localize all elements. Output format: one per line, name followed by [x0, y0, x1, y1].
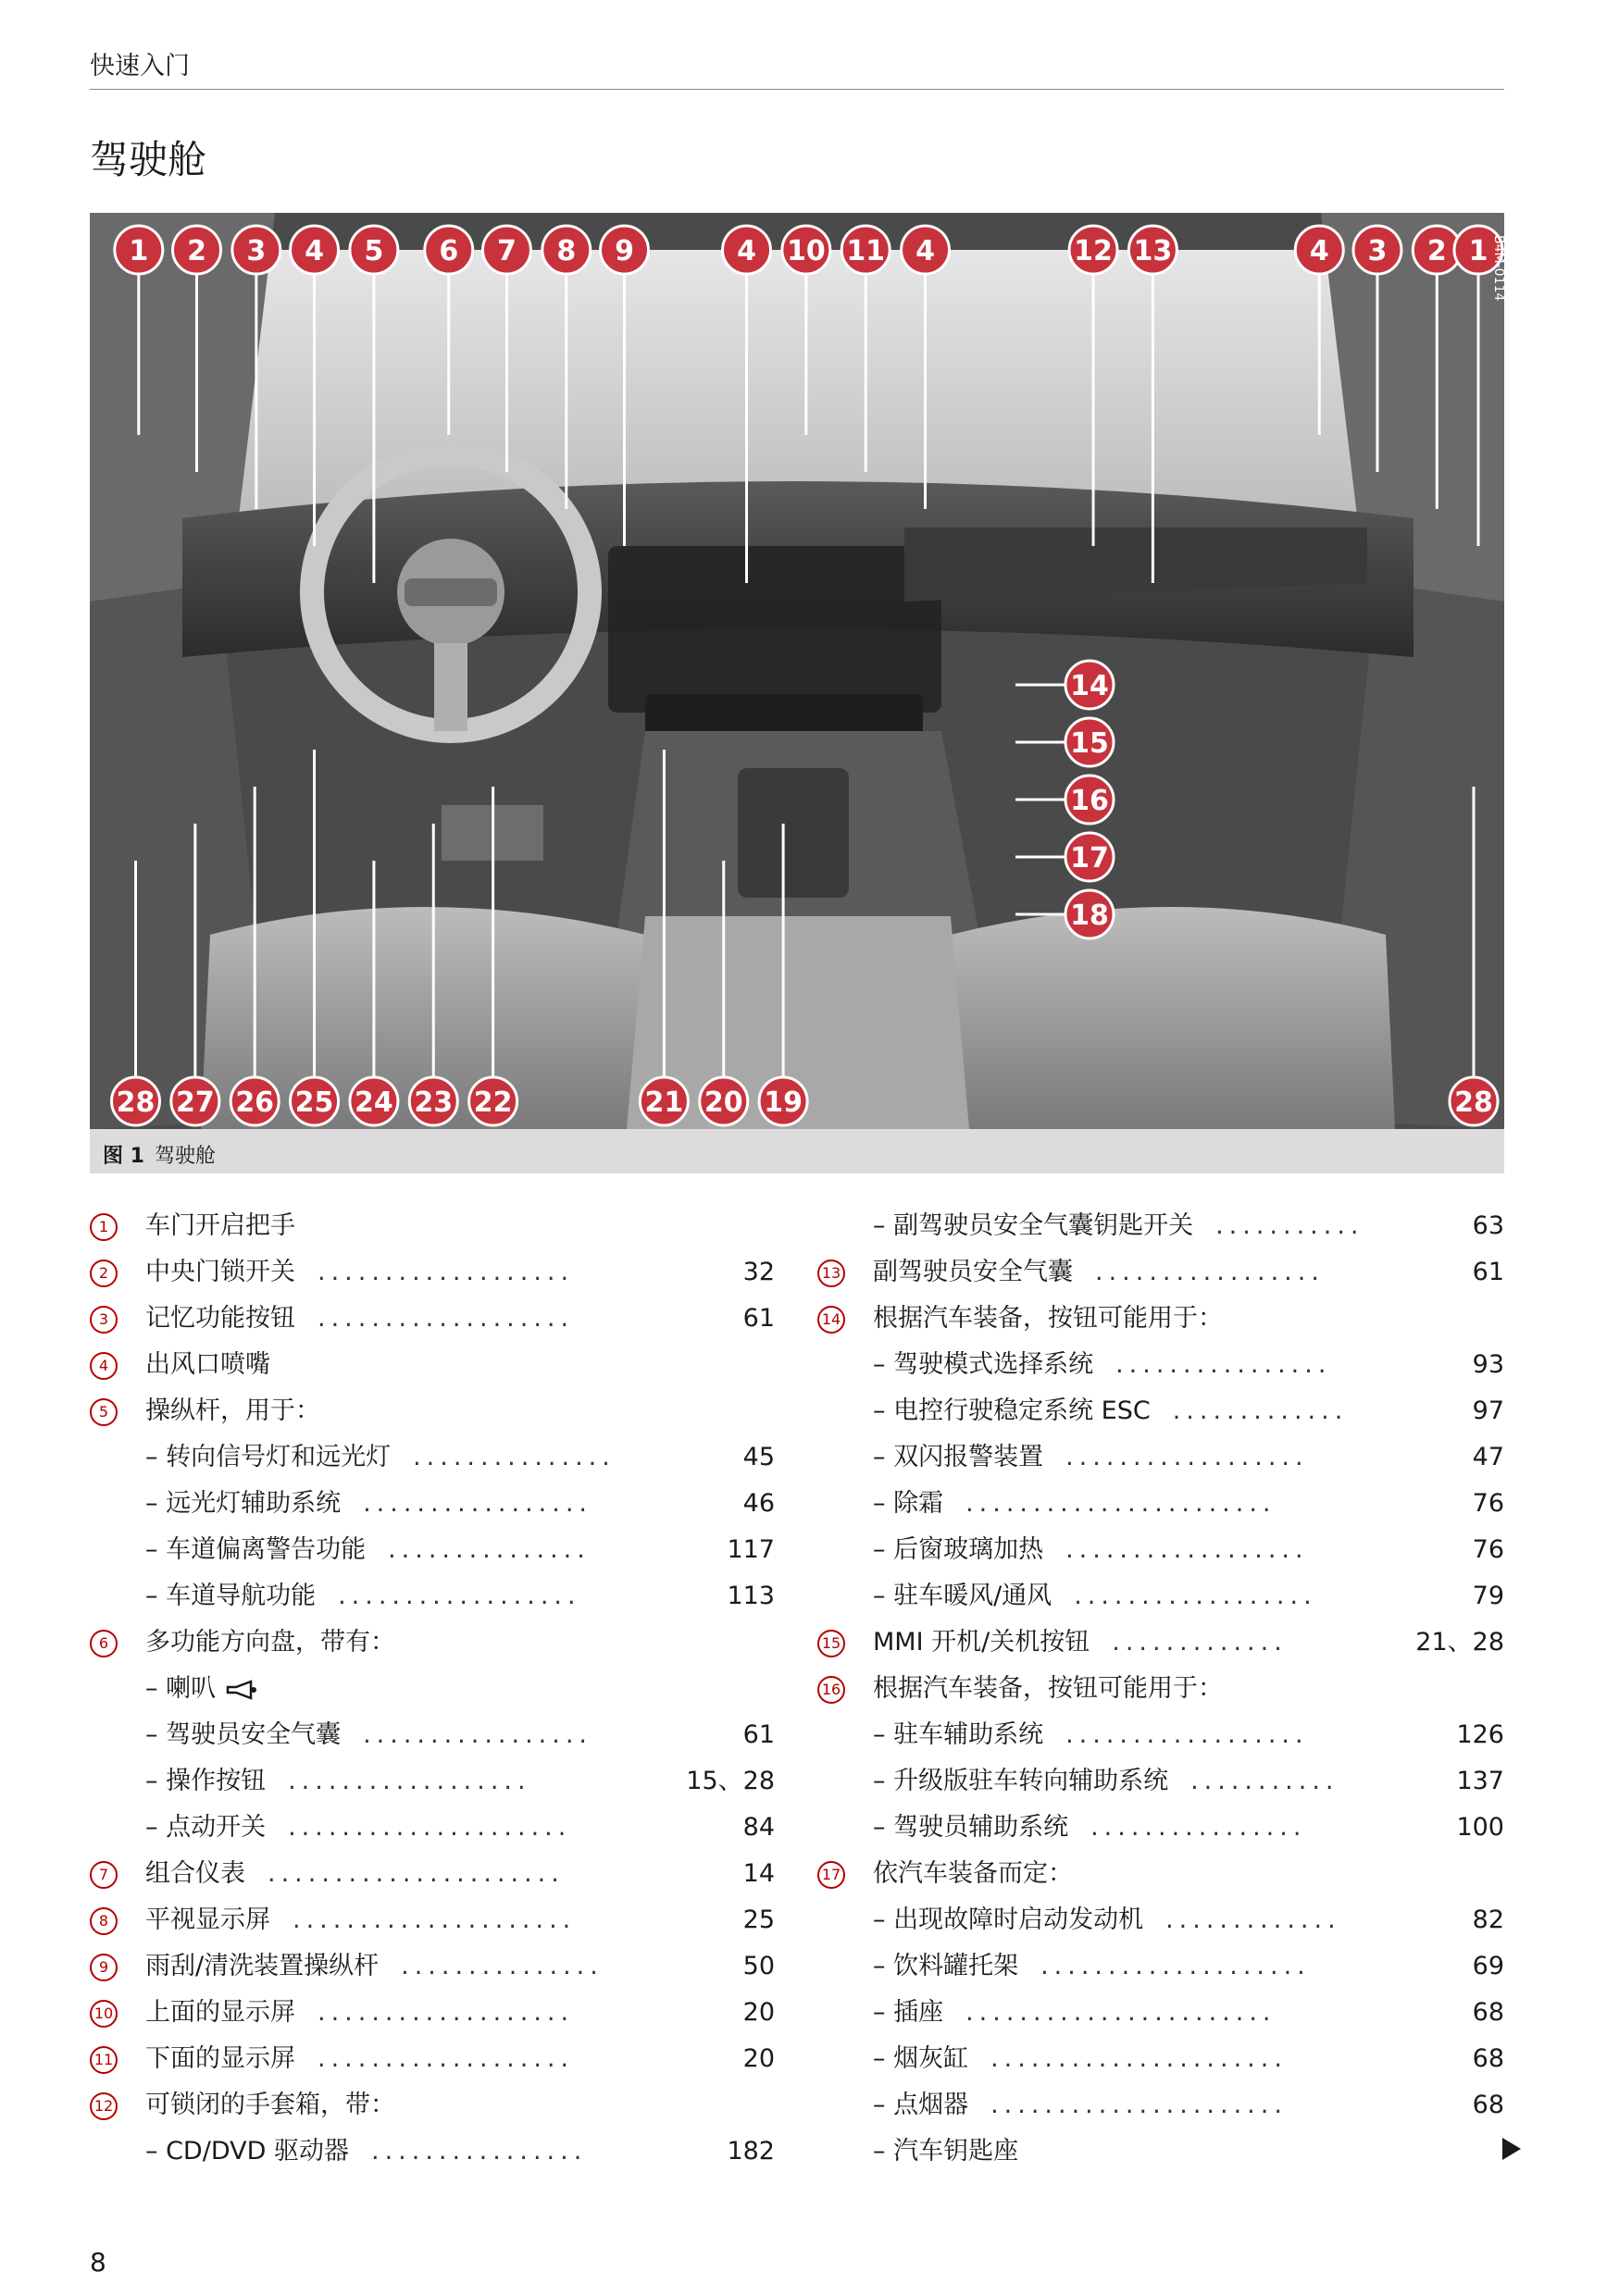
- callout-label: 27: [175, 1086, 215, 1119]
- page-reference: 93: [1472, 1350, 1504, 1379]
- bottom-callout-badge: [1450, 1077, 1498, 1125]
- legend-label: – 饮料罐托架: [873, 1952, 1019, 1980]
- legend-label: – CD/DVD 驱动器: [145, 2137, 349, 2166]
- legend-entry: [90, 1434, 775, 1481]
- legend-entry: [90, 1249, 775, 1296]
- legend-entry: [90, 1851, 775, 1897]
- page-reference: 50: [742, 1952, 775, 1980]
- page-reference: 68: [1472, 2091, 1504, 2119]
- legend-entry: [90, 1481, 775, 1527]
- leader-dots: ....................: [1040, 1952, 1311, 1980]
- callout-number-badge: 15: [817, 1630, 845, 1657]
- callout-label: 6: [439, 235, 459, 267]
- page-reference: 76: [1472, 1489, 1504, 1518]
- legend-entry: [90, 1296, 775, 1342]
- legend-entry: [817, 1805, 1504, 1851]
- leader-dots: ................: [1090, 1813, 1307, 1842]
- legend-entry: [817, 1990, 1504, 2036]
- callout-number-badge: 10: [90, 2000, 118, 2028]
- page-reference: 68: [1472, 2044, 1504, 2073]
- next-page-arrow-icon: [1502, 2138, 1521, 2160]
- callout-label: 21: [644, 1086, 684, 1119]
- top-callout-badge: [542, 226, 591, 274]
- legend-left-column: [90, 1203, 775, 2175]
- callout-number-badge: 6: [90, 1630, 118, 1657]
- legend-entry: [817, 1481, 1504, 1527]
- legend-label: MMI 开机/关机按钮: [873, 1628, 1090, 1657]
- page-reference: 100: [1456, 1813, 1504, 1842]
- leader-dots: .................: [1095, 1258, 1325, 1286]
- page-reference: 47: [1472, 1443, 1504, 1471]
- right-callout-badge: [1065, 661, 1114, 709]
- page-reference: 117: [727, 1535, 775, 1564]
- leader-dots: ................: [370, 2137, 588, 2166]
- page-reference: 61: [742, 1720, 775, 1749]
- page-reference: 69: [1472, 1952, 1504, 1980]
- right-callout-badge: [1065, 776, 1114, 824]
- legend-entry: [817, 2036, 1504, 2082]
- legend-entry: [817, 1573, 1504, 1620]
- leader-dots: ...............: [413, 1443, 616, 1471]
- figure-caption: [90, 1129, 1504, 1173]
- legend-entry: [817, 1434, 1504, 1481]
- callout-number-badge: 16: [817, 1676, 845, 1704]
- callout-label: 26: [235, 1086, 275, 1119]
- page-reference: 63: [1472, 1211, 1504, 1240]
- legend-label: – 驻车辅助系统: [873, 1720, 1044, 1749]
- top-callout-badge: [173, 226, 221, 274]
- leader-dots: ...........: [1215, 1211, 1364, 1240]
- bottom-callout-badge: [112, 1077, 160, 1125]
- legend-label: – 电控行驶稳定系统 ESC: [873, 1396, 1151, 1425]
- legend-label: 出风口喷嘴: [145, 1350, 270, 1379]
- legend-label: – 驾驶模式选择系统: [873, 1350, 1094, 1379]
- page-reference: 45: [742, 1443, 775, 1471]
- callout-label: 19: [764, 1086, 803, 1119]
- leader-dots: ..................: [338, 1582, 581, 1610]
- leader-dots: .....................: [288, 1813, 572, 1842]
- bottom-callout-badge: [409, 1077, 457, 1125]
- callout-number-badge: 1: [90, 1213, 118, 1241]
- callout-label: 15: [1070, 727, 1109, 760]
- top-callout-badge: [723, 226, 771, 274]
- callout-label: 11: [846, 235, 886, 267]
- page-reference: 20: [742, 2044, 775, 2073]
- callout-label: 24: [355, 1086, 393, 1119]
- legend-label: – 车道偏离警告功能: [145, 1535, 367, 1564]
- legend-label: – 点动开关: [145, 1813, 267, 1842]
- legend-label: – 升级版驻车转向辅助系统: [873, 1767, 1169, 1795]
- cockpit-illustration: [90, 213, 1504, 1129]
- legend-entry: [817, 1296, 1504, 1342]
- page-reference: 182: [727, 2137, 775, 2166]
- callout-number-badge: 11: [90, 2046, 118, 2074]
- leader-dots: ......................: [990, 2091, 1288, 2119]
- leader-dots: ..................: [288, 1767, 531, 1795]
- legend-label: – 驻车暖风/通风: [873, 1582, 1052, 1610]
- leader-dots: .............: [1112, 1628, 1288, 1657]
- leader-dots: .................: [363, 1489, 592, 1518]
- callout-label: 1: [129, 235, 149, 267]
- legend-entry: [90, 1805, 775, 1851]
- top-callout-badge: [115, 226, 163, 274]
- page-reference: 137: [1456, 1767, 1504, 1795]
- legend-entry: [90, 1342, 775, 1388]
- page-reference: 126: [1456, 1720, 1504, 1749]
- page-reference: 14: [742, 1859, 775, 1888]
- leader-dots: ...............: [401, 1952, 604, 1980]
- callout-label: 2: [187, 235, 206, 267]
- callout-label: 14: [1070, 670, 1109, 702]
- callout-label: 17: [1070, 842, 1109, 875]
- legend-label: 副驾驶员安全气囊: [873, 1258, 1073, 1286]
- legend-label: – 汽车钥匙座: [873, 2137, 1019, 2166]
- bottom-callout-badge: [759, 1077, 807, 1125]
- legend-entry: [817, 1342, 1504, 1388]
- figure-label: 图 1: [103, 1145, 144, 1168]
- callout-label: 4: [915, 235, 935, 267]
- legend-entry: [817, 1388, 1504, 1434]
- legend-label: – 驾驶员辅助系统: [873, 1813, 1069, 1842]
- legend-label: 下面的显示屏: [145, 2044, 295, 2073]
- leader-dots: ..................: [1065, 1443, 1309, 1471]
- bottom-callout-badge: [291, 1077, 339, 1125]
- legend-label: – 车道导航功能: [145, 1582, 317, 1610]
- callout-label: 4: [1309, 235, 1329, 267]
- callout-label: 1: [1468, 235, 1488, 267]
- callout-label: 2: [1426, 235, 1447, 267]
- leader-dots: ......................: [268, 1859, 565, 1888]
- legend-label: 可锁闭的手套箱，带：: [145, 2091, 395, 2119]
- legend-entry: [90, 1388, 775, 1434]
- legend-entry: [817, 1203, 1504, 1249]
- page-reference: 68: [1472, 1998, 1504, 2027]
- legend-entry: [90, 1573, 775, 1620]
- callout-label: 22: [473, 1086, 513, 1119]
- legend-label: – 后窗玻璃加热: [873, 1535, 1044, 1564]
- legend-entry: [817, 1943, 1504, 1990]
- callout-label: 12: [1074, 235, 1113, 267]
- bottom-callout-badge: [171, 1077, 219, 1125]
- callout-label: 4: [737, 235, 756, 267]
- callout-label: 5: [364, 235, 384, 267]
- leader-dots: ...........: [1190, 1767, 1339, 1795]
- page-reference: 61: [742, 1304, 775, 1333]
- callout-number-badge: 13: [817, 1260, 845, 1287]
- legend-label: 上面的显示屏: [145, 1998, 295, 2027]
- legend-entry: [817, 1620, 1504, 1666]
- callout-label: 16: [1070, 785, 1109, 817]
- top-callout-badge: [841, 226, 890, 274]
- leader-dots: .......................: [965, 1998, 1277, 2027]
- leader-dots: ................: [1115, 1350, 1332, 1379]
- top-callout-badge: [291, 226, 339, 274]
- legend-entry: [90, 1943, 775, 1990]
- leader-dots: ...................: [318, 1998, 575, 2027]
- callout-label: 7: [497, 235, 517, 267]
- top-callout-badge: [425, 226, 473, 274]
- legend-label: – 插座: [873, 1998, 944, 2027]
- legend-label: – 双闪报警装置: [873, 1443, 1044, 1471]
- page-reference: 61: [1472, 1258, 1504, 1286]
- leader-dots: .......................: [965, 1489, 1277, 1518]
- callout-label: 4: [305, 235, 324, 267]
- callout-label: 3: [1367, 235, 1388, 267]
- top-callout-badge: [601, 226, 649, 274]
- legend-label: – 除霜: [873, 1489, 944, 1518]
- callout-label: 9: [615, 235, 634, 267]
- legend-entry: [817, 2128, 1504, 2175]
- page-reference: 15、28: [686, 1767, 775, 1795]
- page-reference: 97: [1472, 1396, 1504, 1425]
- callout-number-badge: 4: [90, 1352, 118, 1380]
- bottom-callout-badge: [700, 1077, 748, 1125]
- leader-dots: ...................: [318, 1258, 575, 1286]
- legend-label: 平视显示屏: [145, 1905, 270, 1934]
- page-number: 8: [90, 2247, 106, 2277]
- bottom-callout-badge: [350, 1077, 398, 1125]
- page-reference: 46: [742, 1489, 775, 1518]
- legend-entry: [90, 1897, 775, 1943]
- legend-label: – 操作按钮: [145, 1767, 267, 1795]
- section-title: 快速入门: [90, 52, 190, 81]
- legend-entry: [90, 2128, 775, 2175]
- figure-id: B4M-0114: [1491, 235, 1506, 302]
- leader-dots: .............: [1165, 1905, 1341, 1934]
- leader-dots: .................: [363, 1720, 592, 1749]
- legend-label: – 出现故障时启动发动机: [873, 1905, 1144, 1934]
- callout-label: 18: [1070, 900, 1109, 932]
- legend-label: 雨刮/清洗装置操纵杆: [145, 1952, 380, 1980]
- leader-dots: ..................: [1074, 1582, 1317, 1610]
- callout-label: 23: [414, 1086, 454, 1119]
- legend-label: – 远光灯辅助系统: [145, 1489, 342, 1518]
- page-reference: 84: [742, 1813, 775, 1842]
- legend-entry: [90, 1990, 775, 2036]
- bottom-callout-badge: [230, 1077, 279, 1125]
- bottom-callout-badge: [640, 1077, 688, 1125]
- right-callout-badge: [1065, 890, 1114, 938]
- legend-entry: [90, 1712, 775, 1758]
- legend-label: – 副驾驶员安全气囊钥匙开关: [873, 1211, 1194, 1240]
- legend-label: – 烟灰缸: [873, 2044, 969, 2073]
- page-reference: 25: [742, 1905, 775, 1934]
- legend-label: 操纵杆，用于：: [145, 1396, 320, 1425]
- legend-entry: [817, 1527, 1504, 1573]
- top-callout-badge: [902, 226, 950, 274]
- page-reference: 82: [1472, 1905, 1504, 1934]
- callout-number-badge: 9: [90, 1954, 118, 1981]
- callout-label: 28: [116, 1086, 156, 1119]
- callout-label: 3: [246, 235, 267, 267]
- callout-label: 28: [1454, 1086, 1493, 1119]
- running-header: [90, 44, 1504, 90]
- leader-dots: ...................: [318, 1304, 575, 1333]
- legend-entry: [90, 1666, 775, 1712]
- legend-label: – 驾驶员安全气囊: [145, 1720, 342, 1749]
- legend-label: 多功能方向盘，带有：: [145, 1628, 395, 1657]
- page-reference: 113: [727, 1582, 775, 1610]
- legend-entry: [90, 1203, 775, 1249]
- legend-entry: [817, 1249, 1504, 1296]
- page-reference: 20: [742, 1998, 775, 2027]
- right-callout-badge: [1065, 718, 1114, 766]
- top-callout-badge: [1295, 226, 1343, 274]
- leader-dots: ...............: [388, 1535, 591, 1564]
- legend-label: 组合仪表: [145, 1859, 245, 1888]
- callout-label: 13: [1133, 235, 1173, 267]
- leader-dots: .....................: [293, 1905, 577, 1934]
- page-reference: 21、28: [1415, 1628, 1504, 1657]
- callout-number-badge: 8: [90, 1907, 118, 1935]
- callout-number-badge: 7: [90, 1861, 118, 1889]
- legend-entry: [817, 1712, 1504, 1758]
- legend-label: 车门开启把手: [145, 1211, 295, 1240]
- legend-label: 依汽车装备而定：: [873, 1859, 1073, 1888]
- legend-entry: [817, 1897, 1504, 1943]
- top-callout-badge: [782, 226, 830, 274]
- callout-number-badge: 3: [90, 1306, 118, 1334]
- top-callout-badge: [1069, 226, 1117, 274]
- legend-entry: [817, 2082, 1504, 2128]
- page-reference: 32: [742, 1258, 775, 1286]
- horn-icon: [225, 1680, 258, 1700]
- callout-number-badge: 12: [90, 2092, 118, 2120]
- top-callout-badge: [482, 226, 530, 274]
- bottom-callout-badge: [469, 1077, 517, 1125]
- right-callout-badge: [1065, 833, 1114, 881]
- page-reference: 76: [1472, 1535, 1504, 1564]
- legend-label: 中央门锁开关: [145, 1258, 295, 1286]
- page-title: 驾驶舱: [90, 137, 207, 182]
- callout-label: 25: [294, 1086, 334, 1119]
- legend-label: – 喇叭: [145, 1666, 258, 1712]
- callout-number-badge: 2: [90, 1260, 118, 1287]
- callout-number-badge: 17: [817, 1861, 845, 1889]
- leader-dots: ..................: [1065, 1535, 1309, 1564]
- legend-label: – 点烟器: [873, 2091, 969, 2119]
- top-callout-badge: [1128, 226, 1177, 274]
- legend-entry: [90, 1758, 775, 1805]
- legend-entry: [817, 1758, 1504, 1805]
- legend-entry: [90, 2082, 775, 2128]
- legend-entry: [90, 2036, 775, 2082]
- legend-entry: [90, 1527, 775, 1573]
- leader-dots: ......................: [990, 2044, 1288, 2073]
- legend-right-column: [817, 1203, 1504, 2175]
- legend-entry: [817, 1851, 1504, 1897]
- callout-label: 20: [704, 1086, 743, 1119]
- figure-caption-text: 驾驶舱: [155, 1145, 217, 1168]
- leader-dots: ..................: [1065, 1720, 1309, 1749]
- leader-dots: ...................: [318, 2044, 575, 2073]
- legend-label: 根据汽车装备，按钮可能用于：: [873, 1304, 1223, 1333]
- top-callout-badge: [350, 226, 398, 274]
- callout-number-badge: 14: [817, 1306, 845, 1334]
- callout-number-badge: 5: [90, 1398, 118, 1426]
- legend-label: – 转向信号灯和远光灯: [145, 1443, 392, 1471]
- page-reference: 79: [1472, 1582, 1504, 1610]
- legend-label: 根据汽车装备，按钮可能用于：: [873, 1674, 1223, 1703]
- leader-dots: .............: [1172, 1396, 1349, 1425]
- legend-entry: [817, 1666, 1504, 1712]
- legend-label: 记忆功能按钮: [145, 1304, 295, 1333]
- callout-label: 8: [556, 235, 577, 267]
- cockpit-drawing: [90, 213, 1504, 1129]
- top-callout-badge: [1353, 226, 1401, 274]
- top-callout-badge: [232, 226, 280, 274]
- callout-label: 10: [786, 235, 826, 267]
- legend-entry: [90, 1620, 775, 1666]
